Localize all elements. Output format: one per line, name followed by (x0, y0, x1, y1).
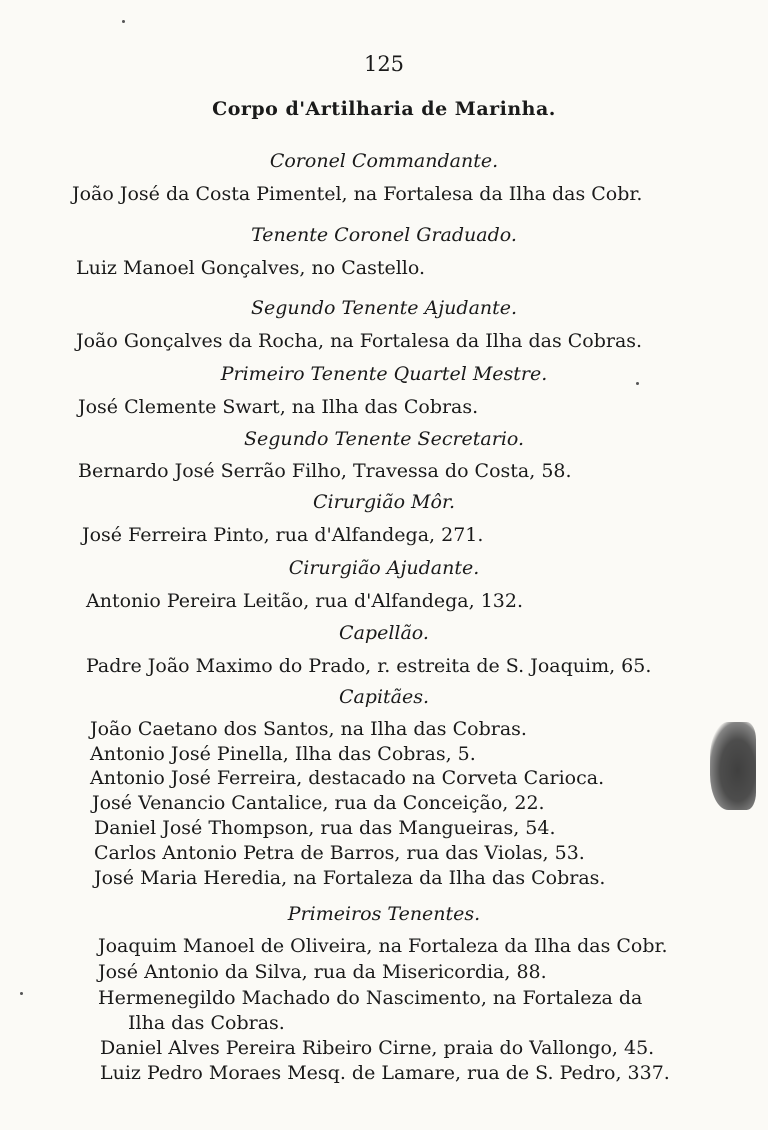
entry-primeiro-tenente: Hermenegildo Machado do Nascimento, na Fortaleza da (98, 987, 643, 1009)
entry-primeiro-tenente-qm: José Clemente Swart, na Ilha das Cobras. (78, 396, 479, 418)
entry-coronel: João José da Costa Pimentel, na Fortalesa da Ilha das Cobr. (72, 183, 643, 205)
entry-capitao: Antonio José Ferreira, destacado na Corveta Carioca. (90, 767, 605, 789)
entry-primeiro-tenente: Joaquim Manoel de Oliveira, na Fortaleza da Ilha das Cobr. (98, 935, 668, 957)
entry-tenente-coronel: Luiz Manoel Gonçalves, no Castello. (76, 257, 426, 279)
heading-capellao: Capellão. (339, 622, 429, 644)
entry-capellao: Padre João Maximo do Prado, r. estreita de S. Joaquim, 65. (86, 655, 652, 677)
entry-cirurgiao-mor: José Ferreira Pinto, rua d'Alfandega, 271. (82, 524, 484, 546)
heading-segundo-tenente-ajudante: Segundo Tenente Ajudante. (250, 297, 518, 319)
ink-smudge (710, 722, 756, 810)
entry-capitao: Antonio José Pinella, Ilha das Cobras, 5. (90, 743, 476, 765)
heading-capitaes: Capitães. (338, 686, 430, 708)
heading-primeiros-tenentes: Primeiros Tenentes. (287, 903, 481, 925)
speck (636, 382, 639, 385)
speck (20, 992, 23, 995)
entry-primeiro-tenente: José Antonio da Silva, rua da Misericordia, 88. (98, 961, 547, 983)
entry-segundo-tenente-secretario: Bernardo José Serrão Filho, Travessa do Costa, 58. (78, 460, 572, 482)
heading-segundo-tenente-secretario: Segundo Tenente Secretario. (243, 428, 525, 450)
entry-capitao: Carlos Antonio Petra de Barros, rua das Violas, 53. (94, 842, 585, 864)
entry-capitao: Daniel José Thompson, rua das Mangueiras, 54. (94, 817, 556, 839)
heading-primeiro-tenente-qm: Primeiro Tenente Quartel Mestre. (220, 363, 548, 385)
entry-primeiro-tenente: Luiz Pedro Moraes Mesq. de Lamare, rua de S. Pedro, 337. (100, 1062, 670, 1084)
page-number: 125 (363, 52, 405, 76)
entry-capitao: José Venancio Cantalice, rua da Conceição, 22. (92, 792, 545, 814)
heading-cirurgiao-mor: Cirurgião Môr. (313, 491, 455, 513)
entry-cirurgiao-ajudante: Antonio Pereira Leitão, rua d'Alfandega, 132. (86, 590, 524, 612)
entry-primeiro-tenente: Ilha das Cobras. (128, 1012, 285, 1034)
heading-cirurgiao-ajudante: Cirurgião Ajudante. (288, 557, 480, 579)
heading-coronel: Coronel Commandante. (269, 150, 499, 172)
page-title: Corpo d'Artilharia de Marinha. (212, 98, 556, 120)
entry-capitao: João Caetano dos Santos, na Ilha das Cobras. (90, 718, 527, 740)
entry-segundo-tenente-ajudante: João Gonçalves da Rocha, na Fortalesa da Ilha das Cobras. (76, 330, 643, 352)
speck (122, 20, 125, 23)
entry-primeiro-tenente: Daniel Alves Pereira Ribeiro Cirne, praia do Vallongo, 45. (100, 1037, 655, 1059)
entry-capitao: José Maria Heredia, na Fortaleza da Ilha das Cobras. (94, 867, 606, 889)
heading-tenente-coronel: Tenente Coronel Graduado. (251, 224, 517, 246)
